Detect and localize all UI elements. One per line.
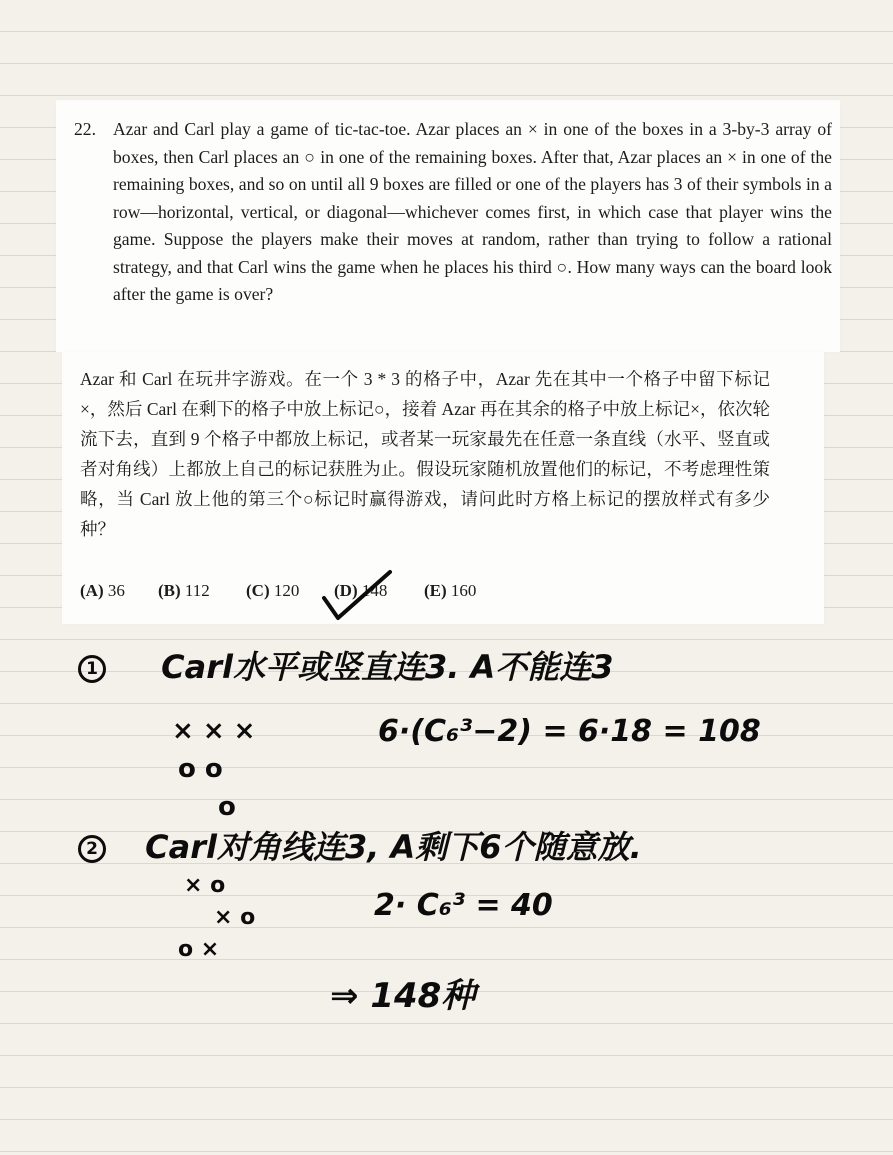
case2-grid-row: × o bbox=[214, 905, 256, 930]
choice-b: (B) 112 bbox=[158, 581, 210, 600]
chinese-problem-text: Azar 和 Carl 在玩井字游戏。在一个 3 * 3 的格子中，Azar 先在其中一个格子中留下标记×，然后 Carl 在剩下的格子中放上标记○，接着 Azar 再在其余的格子中放上标记×，依次轮流下去，直到 9 个格子中都放上标记，或者某一玩家最先在任意一条直线（水平、竖直或者对角线）上都放上自己的标记获胜为止。假设玩家随机放置他们的标记，不考虑理性策略，当 Carl 放上他的第三个○标记时赢得游戏，请问此时方格上标记的摆放样式有多少种？ bbox=[80, 369, 770, 539]
case1-heading bbox=[78, 642, 614, 688]
choice-a: (A) 36 bbox=[80, 581, 125, 600]
english-problem-card bbox=[56, 100, 840, 352]
choice-c: (C) 120 bbox=[246, 581, 300, 600]
case2-grid-row: o × bbox=[178, 937, 220, 962]
case1-grid-row: o o bbox=[178, 754, 223, 784]
case2-formula: 2· C₆³ = 40 bbox=[374, 888, 553, 923]
choice-d: (D) 148 bbox=[334, 581, 388, 600]
conclusion: ⇒ 148种 bbox=[330, 976, 476, 1016]
case1-grid-row: × × × bbox=[172, 716, 256, 746]
english-problem-text: Azar and Carl play a game of tic-tac-toe. Azar places an × in one of the boxes in a 3-by-3 array of boxes, then Carl places an ○ in one of the remaining boxes. After that, Azar places an × in one of the remaining boxes, and so on until all 9 boxes are filled or one of the players has 3 of their symbols in a row—horizontal, vertical, or diagonal—whichever comes first, in which case that player wins the game. Suppose the players make their moves at random, rather than trying to follow a rational strategy, and that Carl wins the game when he places his third ○. How many ways can the board look after the game is over? bbox=[113, 119, 832, 304]
case2-marker: 2 bbox=[78, 835, 106, 863]
chinese-problem-card bbox=[62, 352, 824, 624]
case2-grid bbox=[178, 870, 255, 966]
case2-grid-row: × o bbox=[184, 873, 226, 898]
case1-text: Carl水平或竖直连3. A不能连3 bbox=[161, 648, 614, 686]
choice-e: (E) 160 bbox=[424, 581, 477, 600]
english-problem bbox=[74, 116, 832, 309]
problem-number: 22. bbox=[74, 119, 96, 139]
case1-grid-row: o bbox=[218, 792, 236, 822]
case1-grid bbox=[172, 712, 255, 826]
case1-formula: 6·(C₆³−2) = 6·18 = 108 bbox=[378, 714, 761, 749]
case1-marker: 1 bbox=[78, 655, 106, 683]
case2-heading bbox=[78, 822, 642, 868]
check-mark-icon bbox=[318, 566, 398, 626]
case2-text: Carl对角线连3, A剩下6个随意放. bbox=[145, 828, 642, 866]
